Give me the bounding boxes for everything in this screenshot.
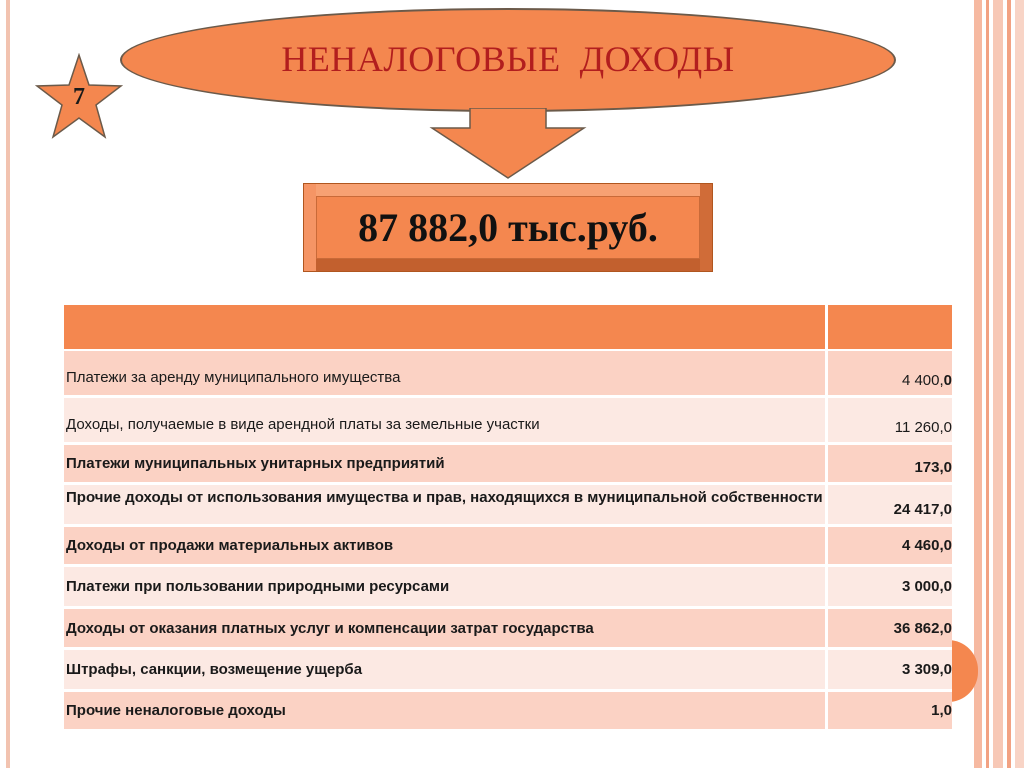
left-frame-line	[6, 0, 10, 768]
table-row	[64, 445, 952, 485]
row-label: Платежи за аренду муниципального имущества	[64, 351, 828, 398]
row-label: Платежи муниципальных унитарных предприятий	[64, 445, 828, 485]
row-value: 173,0	[828, 445, 952, 485]
table-row	[64, 398, 952, 445]
row-value: 3 309,0	[828, 650, 952, 692]
row-value: 1,0	[828, 692, 952, 732]
down-arrow-icon	[428, 108, 588, 180]
table-row	[64, 527, 952, 567]
table-row	[64, 567, 952, 609]
row-label: Доходы, получаемые в виде арендной платы за земельные участки	[64, 398, 828, 445]
row-label: Доходы от оказания платных услуг и компенсации затрат государства	[64, 609, 828, 650]
row-value: 3 000,0	[828, 567, 952, 609]
table-header-row	[64, 305, 952, 351]
header-cell-name	[64, 305, 828, 351]
slide-number: 7	[73, 84, 85, 110]
row-label: Доходы от продажи материальных активов	[64, 527, 828, 567]
row-label: Прочие доходы от использования имущества и прав, находящихся в муниципальной собственности	[64, 485, 828, 527]
decorative-stripes	[974, 0, 1024, 768]
row-value: 4 400,0	[828, 351, 952, 398]
row-label: Прочие неналоговые доходы	[64, 692, 828, 732]
header-cell-value	[828, 305, 952, 351]
total-amount: 87 882,0 тыс.руб.	[358, 205, 658, 250]
table-row	[64, 650, 952, 692]
page-title: НЕНАЛОГОВЫЕ ДОХОДЫ	[281, 39, 735, 79]
row-label: Штрафы, санкции, возмещение ущерба	[64, 650, 828, 692]
table-row	[64, 692, 952, 732]
row-value: 4 460,0	[828, 527, 952, 567]
title-ellipse	[120, 8, 896, 112]
table-row	[64, 485, 952, 527]
table-row	[64, 609, 952, 650]
row-value: 24 417,0	[828, 485, 952, 527]
row-label: Платежи при пользовании природными ресурсами	[64, 567, 828, 609]
row-value: 11 260,0	[828, 398, 952, 445]
row-value: 36 862,0	[828, 609, 952, 650]
total-amount-box	[303, 183, 713, 272]
table-row	[64, 351, 952, 398]
revenue-table	[64, 305, 952, 732]
